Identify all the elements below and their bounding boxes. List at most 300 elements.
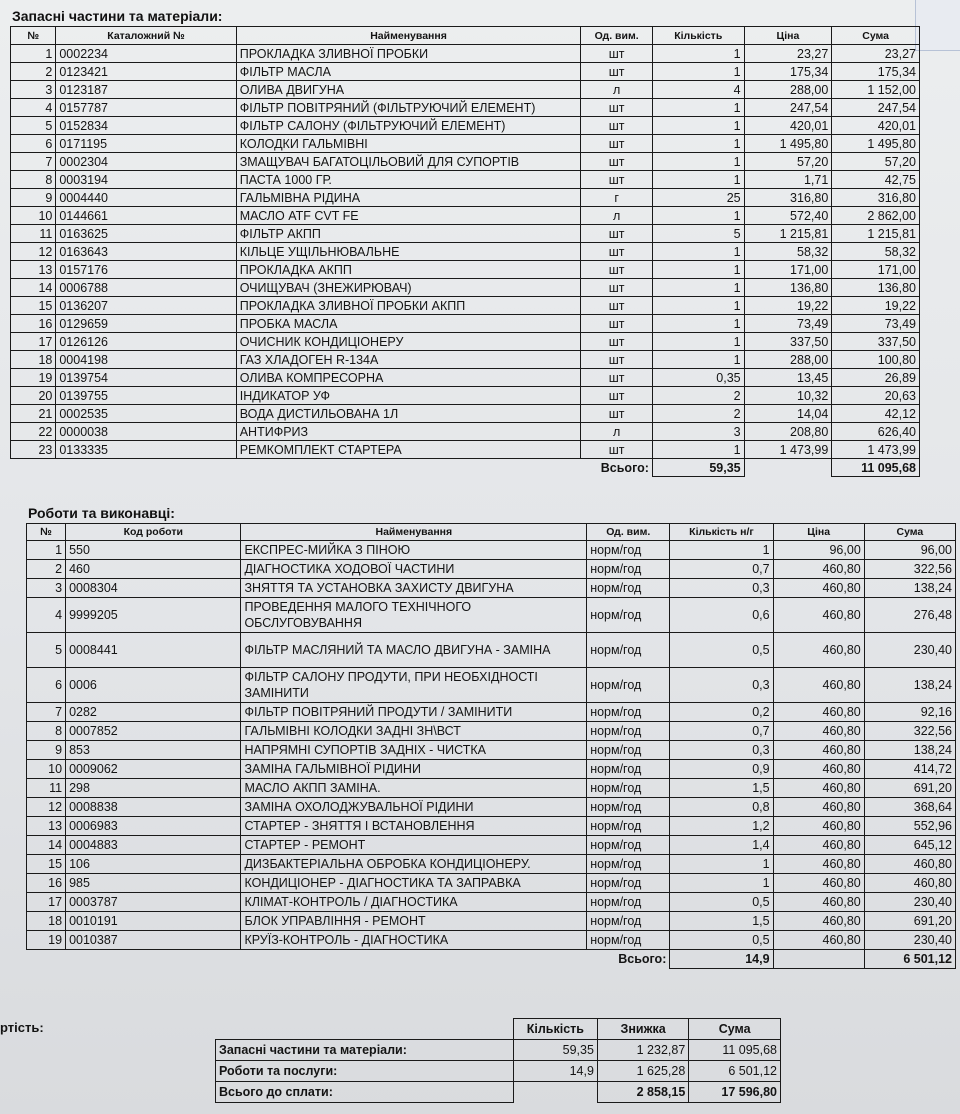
table-cell: ЗАМІНА ОХОЛОДЖУВАЛЬНОЇ РІДИНИ bbox=[241, 798, 587, 817]
table-cell: 0126126 bbox=[56, 333, 236, 351]
parts-header-row bbox=[11, 27, 920, 45]
table-cell: 0006983 bbox=[66, 817, 241, 836]
table-row bbox=[27, 798, 956, 817]
table-cell: 1 bbox=[652, 45, 744, 63]
table-cell: 0006 bbox=[66, 668, 241, 703]
works-section-title: Роботи та виконавці: bbox=[28, 505, 175, 521]
table-cell: 14 bbox=[11, 279, 56, 297]
table-cell: ФІЛЬТР АКПП bbox=[236, 225, 581, 243]
table-cell: 337,50 bbox=[832, 333, 920, 351]
table-cell: 20 bbox=[11, 387, 56, 405]
table-cell: 645,12 bbox=[864, 836, 955, 855]
table-row bbox=[27, 541, 956, 560]
table-cell: ЗМАЩУВАЧ БАГАТОЦІЛЬОВИЙ ДЛЯ СУПОРТІВ bbox=[236, 153, 581, 171]
table-cell: 0123421 bbox=[56, 63, 236, 81]
table-cell: 14,04 bbox=[744, 405, 832, 423]
table-cell: 691,20 bbox=[864, 779, 955, 798]
table-cell: 138,24 bbox=[864, 668, 955, 703]
table-cell: 247,54 bbox=[832, 99, 920, 117]
table-cell: 73,49 bbox=[832, 315, 920, 333]
table-cell: 0002535 bbox=[56, 405, 236, 423]
table-cell: 0136207 bbox=[56, 297, 236, 315]
table-cell: шт bbox=[581, 369, 653, 387]
table-cell: 1 bbox=[652, 279, 744, 297]
table-cell: КОЛОДКИ ГАЛЬМІВНІ bbox=[236, 135, 581, 153]
parts-table bbox=[10, 26, 920, 477]
table-cell: КІЛЬЦЕ УЩІЛЬНЮВАЛЬНЕ bbox=[236, 243, 581, 261]
table-cell: 1 495,80 bbox=[832, 135, 920, 153]
table-cell: 1 bbox=[652, 333, 744, 351]
table-cell: 15 bbox=[27, 855, 66, 874]
table-cell: 0004883 bbox=[66, 836, 241, 855]
summary-qty: 59,35 bbox=[513, 1040, 597, 1061]
table-cell: норм/год bbox=[587, 912, 670, 931]
table-cell: шт bbox=[581, 45, 653, 63]
table-cell: 0,3 bbox=[670, 741, 773, 760]
table-cell: ФІЛЬТР САЛОНУ ПРОДУТИ, ПРИ НЕОБХІДНОСТІ ЗАМІНИТИ bbox=[241, 668, 587, 703]
table-cell: 460,80 bbox=[773, 668, 864, 703]
summary-total-row bbox=[216, 1082, 781, 1103]
table-cell: КЛІМАТ-КОНТРОЛЬ / ДІАГНОСТИКА bbox=[241, 893, 587, 912]
table-cell: 1 bbox=[652, 261, 744, 279]
table-cell: ОЛИВА ДВИГУНА bbox=[236, 81, 581, 99]
table-cell: 0,2 bbox=[670, 703, 773, 722]
table-cell: 1 bbox=[652, 117, 744, 135]
table-cell: 0003787 bbox=[66, 893, 241, 912]
table-cell: ФІЛЬТР МАСЛА bbox=[236, 63, 581, 81]
table-cell: 0000038 bbox=[56, 423, 236, 441]
table-cell: 11 bbox=[27, 779, 66, 798]
table-cell: 460,80 bbox=[773, 893, 864, 912]
col-header: Кількість bbox=[513, 1019, 597, 1040]
table-cell: 10 bbox=[11, 207, 56, 225]
table-cell: 23,27 bbox=[744, 45, 832, 63]
table-cell: 0,3 bbox=[670, 668, 773, 703]
col-header: Од. вим. bbox=[587, 524, 670, 541]
table-cell: ПРОКЛАДКА АКПП bbox=[236, 261, 581, 279]
table-row bbox=[11, 117, 920, 135]
table-row bbox=[11, 99, 920, 117]
table-cell: 0,5 bbox=[670, 633, 773, 668]
col-header: Код роботи bbox=[66, 524, 241, 541]
table-cell: ПРОКЛАДКА ЗЛИВНОЇ ПРОБКИ bbox=[236, 45, 581, 63]
table-cell: 8 bbox=[11, 171, 56, 189]
table-cell: норм/год bbox=[587, 931, 670, 950]
table-row bbox=[27, 703, 956, 722]
table-cell: 58,32 bbox=[832, 243, 920, 261]
table-cell: 316,80 bbox=[744, 189, 832, 207]
table-row bbox=[27, 855, 956, 874]
table-cell: 1 bbox=[652, 63, 744, 81]
table-cell: 22 bbox=[11, 423, 56, 441]
table-cell: 6 bbox=[11, 135, 56, 153]
table-cell: 23 bbox=[11, 441, 56, 459]
table-cell: 3 bbox=[652, 423, 744, 441]
table-cell: 10 bbox=[27, 760, 66, 779]
table-cell: норм/год bbox=[587, 541, 670, 560]
table-row bbox=[11, 279, 920, 297]
table-cell: ФІЛЬТР МАСЛЯНИЙ ТА МАСЛО ДВИГУНА - ЗАМІНА bbox=[241, 633, 587, 668]
table-cell: шт bbox=[581, 387, 653, 405]
table-cell: 552,96 bbox=[864, 817, 955, 836]
table-cell: 420,01 bbox=[832, 117, 920, 135]
table-row bbox=[11, 423, 920, 441]
table-cell: 0163625 bbox=[56, 225, 236, 243]
table-cell: 9999205 bbox=[66, 598, 241, 633]
table-cell: ГАЛЬМІВНА РІДИНА bbox=[236, 189, 581, 207]
corner-stamp bbox=[915, 0, 960, 51]
table-cell: 368,64 bbox=[864, 798, 955, 817]
table-cell: 0006788 bbox=[56, 279, 236, 297]
table-cell: 0008838 bbox=[66, 798, 241, 817]
table-cell: 1 bbox=[11, 45, 56, 63]
table-cell: ДІАГНОСТИКА ХОДОВОЇ ЧАСТИНИ bbox=[241, 560, 587, 579]
table-cell: 322,56 bbox=[864, 560, 955, 579]
table-cell: 0163643 bbox=[56, 243, 236, 261]
table-cell: 1 bbox=[652, 99, 744, 117]
table-cell: 18 bbox=[27, 912, 66, 931]
table-cell: 322,56 bbox=[864, 722, 955, 741]
table-cell: шт bbox=[581, 171, 653, 189]
table-cell: 230,40 bbox=[864, 893, 955, 912]
table-cell: 21 bbox=[11, 405, 56, 423]
works-header-row bbox=[27, 524, 956, 541]
summary-sum: 6 501,12 bbox=[689, 1061, 781, 1082]
table-cell: ГАЗ ХЛАДОГЕН R-134A bbox=[236, 351, 581, 369]
table-cell: 0,35 bbox=[652, 369, 744, 387]
table-cell: 1 bbox=[670, 541, 773, 560]
table-cell: 42,12 bbox=[832, 405, 920, 423]
table-cell: 4 bbox=[11, 99, 56, 117]
table-cell: 2 bbox=[11, 63, 56, 81]
table-cell: 106 bbox=[66, 855, 241, 874]
table-cell: 4 bbox=[27, 598, 66, 633]
table-row bbox=[11, 225, 920, 243]
table-cell: 16 bbox=[11, 315, 56, 333]
table-cell: РЕМКОМПЛЕКТ СТАРТЕРА bbox=[236, 441, 581, 459]
table-cell: норм/год bbox=[587, 874, 670, 893]
table-cell: 0129659 bbox=[56, 315, 236, 333]
table-cell: ОЛИВА КОМПРЕСОРНА bbox=[236, 369, 581, 387]
table-cell: ЗАМІНА ГАЛЬМІВНОЇ РІДИНИ bbox=[241, 760, 587, 779]
table-cell: 9 bbox=[11, 189, 56, 207]
table-cell: 0002304 bbox=[56, 153, 236, 171]
col-header: Ціна bbox=[773, 524, 864, 541]
table-cell: 460,80 bbox=[773, 874, 864, 893]
table-row bbox=[11, 351, 920, 369]
table-cell: шт bbox=[581, 261, 653, 279]
table-row bbox=[11, 387, 920, 405]
table-cell: 58,32 bbox=[744, 243, 832, 261]
table-cell: 2 bbox=[27, 560, 66, 579]
table-cell: 8 bbox=[27, 722, 66, 741]
table-cell: МАСЛО ATF CVT FE bbox=[236, 207, 581, 225]
table-row bbox=[11, 405, 920, 423]
table-cell: ОЧИСНИК КОНДИЦІОНЕРУ bbox=[236, 333, 581, 351]
table-cell: СТАРТЕР - РЕМОНТ bbox=[241, 836, 587, 855]
summary-discount: 1 232,87 bbox=[597, 1040, 688, 1061]
table-cell: 26,89 bbox=[832, 369, 920, 387]
table-cell: ЕКСПРЕС-МИЙКА З ПІНОЮ bbox=[241, 541, 587, 560]
table-cell: шт bbox=[581, 63, 653, 81]
table-cell: 1 bbox=[652, 207, 744, 225]
table-row bbox=[11, 369, 920, 387]
col-header: Сума bbox=[864, 524, 955, 541]
table-row bbox=[27, 893, 956, 912]
table-cell: АНТИФРИЗ bbox=[236, 423, 581, 441]
summary-total-sum: 17 596,80 bbox=[689, 1082, 781, 1103]
table-cell: 25 bbox=[652, 189, 744, 207]
table-cell: 0,9 bbox=[670, 760, 773, 779]
table-cell: 3 bbox=[11, 81, 56, 99]
col-header: Кількість н/г bbox=[670, 524, 773, 541]
table-cell: шт bbox=[581, 333, 653, 351]
table-cell: 1 bbox=[652, 171, 744, 189]
table-row bbox=[27, 668, 956, 703]
table-cell: 0157787 bbox=[56, 99, 236, 117]
table-row bbox=[27, 760, 956, 779]
table-row bbox=[11, 297, 920, 315]
table-cell: 460,80 bbox=[773, 779, 864, 798]
table-cell: норм/год bbox=[587, 817, 670, 836]
table-cell: 0123187 bbox=[56, 81, 236, 99]
table-row bbox=[11, 135, 920, 153]
table-cell: 1 473,99 bbox=[744, 441, 832, 459]
table-cell: ГАЛЬМІВНІ КОЛОДКИ ЗАДНІ ЗН\ВСТ bbox=[241, 722, 587, 741]
col-header: Найменування bbox=[241, 524, 587, 541]
table-cell: 175,34 bbox=[832, 63, 920, 81]
table-cell: 0002234 bbox=[56, 45, 236, 63]
table-cell: 96,00 bbox=[773, 541, 864, 560]
table-cell: 3 bbox=[27, 579, 66, 598]
works-total-sum: 6 501,12 bbox=[864, 950, 955, 969]
table-row bbox=[11, 441, 920, 459]
table-cell: 138,24 bbox=[864, 741, 955, 760]
table-row bbox=[11, 315, 920, 333]
table-cell: 171,00 bbox=[744, 261, 832, 279]
table-cell: шт bbox=[581, 315, 653, 333]
table-cell: 460,80 bbox=[773, 760, 864, 779]
table-cell: 1 152,00 bbox=[832, 81, 920, 99]
summary-row-works bbox=[216, 1061, 781, 1082]
table-cell: 1,2 bbox=[670, 817, 773, 836]
table-cell: 460,80 bbox=[864, 855, 955, 874]
parts-body bbox=[11, 45, 920, 459]
table-cell: 550 bbox=[66, 541, 241, 560]
table-cell: 1,5 bbox=[670, 779, 773, 798]
table-cell: 276,48 bbox=[864, 598, 955, 633]
table-row bbox=[27, 633, 956, 668]
table-cell: шт bbox=[581, 279, 653, 297]
table-cell: 460,80 bbox=[773, 817, 864, 836]
table-cell: 1,71 bbox=[744, 171, 832, 189]
table-cell: 2 862,00 bbox=[832, 207, 920, 225]
table-cell: 0,5 bbox=[670, 893, 773, 912]
table-cell: 460,80 bbox=[773, 931, 864, 950]
table-cell: 1 473,99 bbox=[832, 441, 920, 459]
table-cell: 0008441 bbox=[66, 633, 241, 668]
table-cell: 175,34 bbox=[744, 63, 832, 81]
table-cell: 17 bbox=[27, 893, 66, 912]
works-table bbox=[26, 523, 956, 969]
table-cell: л bbox=[581, 207, 653, 225]
table-cell: 1 bbox=[27, 541, 66, 560]
table-row bbox=[11, 63, 920, 81]
table-cell: 19,22 bbox=[832, 297, 920, 315]
table-cell: 316,80 bbox=[832, 189, 920, 207]
table-cell: 20,63 bbox=[832, 387, 920, 405]
table-cell: 0171195 bbox=[56, 135, 236, 153]
table-cell: 985 bbox=[66, 874, 241, 893]
table-cell: 5 bbox=[11, 117, 56, 135]
table-cell: л bbox=[581, 81, 653, 99]
table-row bbox=[27, 779, 956, 798]
table-cell: норм/год bbox=[587, 798, 670, 817]
table-row bbox=[11, 81, 920, 99]
summary-sum: 11 095,68 bbox=[689, 1040, 781, 1061]
col-header: Сума bbox=[689, 1019, 781, 1040]
table-cell: ФІЛЬТР ПОВІТРЯНИЙ (ФІЛЬТРУЮЧИЙ ЕЛЕМЕНТ) bbox=[236, 99, 581, 117]
table-cell: 1 bbox=[670, 874, 773, 893]
table-cell: 0133335 bbox=[56, 441, 236, 459]
col-header: Кількість bbox=[652, 27, 744, 45]
table-cell: 1 bbox=[652, 315, 744, 333]
table-cell: ФІЛЬТР ПОВІТРЯНИЙ ПРОДУТИ / ЗАМІНИТИ bbox=[241, 703, 587, 722]
table-cell: 16 bbox=[27, 874, 66, 893]
table-cell: 460,80 bbox=[773, 560, 864, 579]
table-cell: 92,16 bbox=[864, 703, 955, 722]
col-header: Найменування bbox=[236, 27, 581, 45]
table-cell: норм/год bbox=[587, 668, 670, 703]
table-cell: 0157176 bbox=[56, 261, 236, 279]
table-cell: норм/год bbox=[587, 722, 670, 741]
table-cell: ПРОКЛАДКА ЗЛИВНОЇ ПРОБКИ АКПП bbox=[236, 297, 581, 315]
table-cell: 0282 bbox=[66, 703, 241, 722]
table-row bbox=[11, 261, 920, 279]
table-cell: 1,5 bbox=[670, 912, 773, 931]
table-cell: 0003194 bbox=[56, 171, 236, 189]
summary-qty: 14,9 bbox=[513, 1061, 597, 1082]
table-cell: шт bbox=[581, 351, 653, 369]
table-cell: 0,8 bbox=[670, 798, 773, 817]
table-cell: 460,80 bbox=[773, 579, 864, 598]
table-cell: 0,6 bbox=[670, 598, 773, 633]
table-cell: 2 bbox=[652, 387, 744, 405]
summary-row-label: Роботи та послуги: bbox=[216, 1061, 514, 1082]
table-cell: 11 bbox=[11, 225, 56, 243]
table-cell: 626,40 bbox=[832, 423, 920, 441]
table-cell: 1 215,81 bbox=[744, 225, 832, 243]
table-cell: КРУЇЗ-КОНТРОЛЬ - ДІАГНОСТИКА bbox=[241, 931, 587, 950]
table-cell: 136,80 bbox=[832, 279, 920, 297]
table-cell: 0,5 bbox=[670, 931, 773, 950]
table-cell: ОЧИЩУВАЧ (ЗНЕЖИРЮВАЧ) bbox=[236, 279, 581, 297]
table-cell: шт bbox=[581, 297, 653, 315]
table-cell: 0,7 bbox=[670, 722, 773, 741]
table-cell: 0144661 bbox=[56, 207, 236, 225]
table-row bbox=[27, 722, 956, 741]
table-cell: 171,00 bbox=[832, 261, 920, 279]
table-cell: 7 bbox=[11, 153, 56, 171]
table-cell: 1 215,81 bbox=[832, 225, 920, 243]
col-header: № bbox=[27, 524, 66, 541]
table-cell: шт bbox=[581, 135, 653, 153]
table-cell: норм/год bbox=[587, 760, 670, 779]
table-cell: л bbox=[581, 423, 653, 441]
summary-row-label: Запасні частини та матеріали: bbox=[216, 1040, 514, 1061]
table-cell: 460,80 bbox=[864, 874, 955, 893]
parts-section-title: Запасні частини та матеріали: bbox=[12, 8, 223, 24]
table-row bbox=[27, 560, 956, 579]
table-cell: норм/год bbox=[587, 579, 670, 598]
table-cell: 460,80 bbox=[773, 798, 864, 817]
table-cell: ПРОБКА МАСЛА bbox=[236, 315, 581, 333]
summary-label: ртість: bbox=[0, 1020, 44, 1035]
table-cell: 288,00 bbox=[744, 351, 832, 369]
table-cell: 1 bbox=[652, 297, 744, 315]
table-cell: ПАСТА 1000 ГР. bbox=[236, 171, 581, 189]
table-cell: 460,80 bbox=[773, 741, 864, 760]
table-cell: 13,45 bbox=[744, 369, 832, 387]
table-cell: норм/год bbox=[587, 741, 670, 760]
table-cell: 10,32 bbox=[744, 387, 832, 405]
table-cell: ДИЗБАКТЕРІАЛЬНА ОБРОБКА КОНДИЦІОНЕРУ. bbox=[241, 855, 587, 874]
table-row bbox=[11, 207, 920, 225]
table-cell: 17 bbox=[11, 333, 56, 351]
summary-discount: 1 625,28 bbox=[597, 1061, 688, 1082]
table-cell: 0,7 bbox=[670, 560, 773, 579]
table-cell: 12 bbox=[27, 798, 66, 817]
col-header: Ціна bbox=[744, 27, 832, 45]
summary-total-discount: 2 858,15 bbox=[597, 1082, 688, 1103]
table-cell: норм/год bbox=[587, 633, 670, 668]
works-total-qty: 14,9 bbox=[670, 950, 773, 969]
table-row bbox=[11, 333, 920, 351]
parts-total-label: Всього: bbox=[600, 460, 649, 475]
table-cell: 460,80 bbox=[773, 722, 864, 741]
table-cell: 19 bbox=[11, 369, 56, 387]
table-cell: 100,80 bbox=[832, 351, 920, 369]
table-cell: 96,00 bbox=[864, 541, 955, 560]
table-cell: 138,24 bbox=[864, 579, 955, 598]
table-cell: 12 bbox=[11, 243, 56, 261]
table-cell: 23,27 bbox=[832, 45, 920, 63]
table-cell: 298 bbox=[66, 779, 241, 798]
table-cell: 460,80 bbox=[773, 855, 864, 874]
table-cell: СТАРТЕР - ЗНЯТТЯ І ВСТАНОВЛЕННЯ bbox=[241, 817, 587, 836]
table-cell: БЛОК УПРАВЛІННЯ - РЕМОНТ bbox=[241, 912, 587, 931]
table-cell: 460,80 bbox=[773, 598, 864, 633]
table-cell: 1 495,80 bbox=[744, 135, 832, 153]
table-cell: 9 bbox=[27, 741, 66, 760]
table-cell: 0,3 bbox=[670, 579, 773, 598]
table-cell: НАПРЯМНІ СУПОРТІВ ЗАДНІХ - ЧИСТКА bbox=[241, 741, 587, 760]
summary-table bbox=[215, 1018, 781, 1103]
table-cell: 6 bbox=[27, 668, 66, 703]
table-cell: 230,40 bbox=[864, 931, 955, 950]
table-cell: г bbox=[581, 189, 653, 207]
works-body bbox=[27, 541, 956, 950]
table-cell: 14 bbox=[27, 836, 66, 855]
table-cell: 1 bbox=[652, 135, 744, 153]
table-cell: 5 bbox=[27, 633, 66, 668]
table-row bbox=[11, 243, 920, 261]
table-cell: 460 bbox=[66, 560, 241, 579]
table-row bbox=[27, 912, 956, 931]
works-total-row bbox=[27, 950, 956, 969]
table-row bbox=[27, 836, 956, 855]
col-header: Каталожний № bbox=[56, 27, 236, 45]
